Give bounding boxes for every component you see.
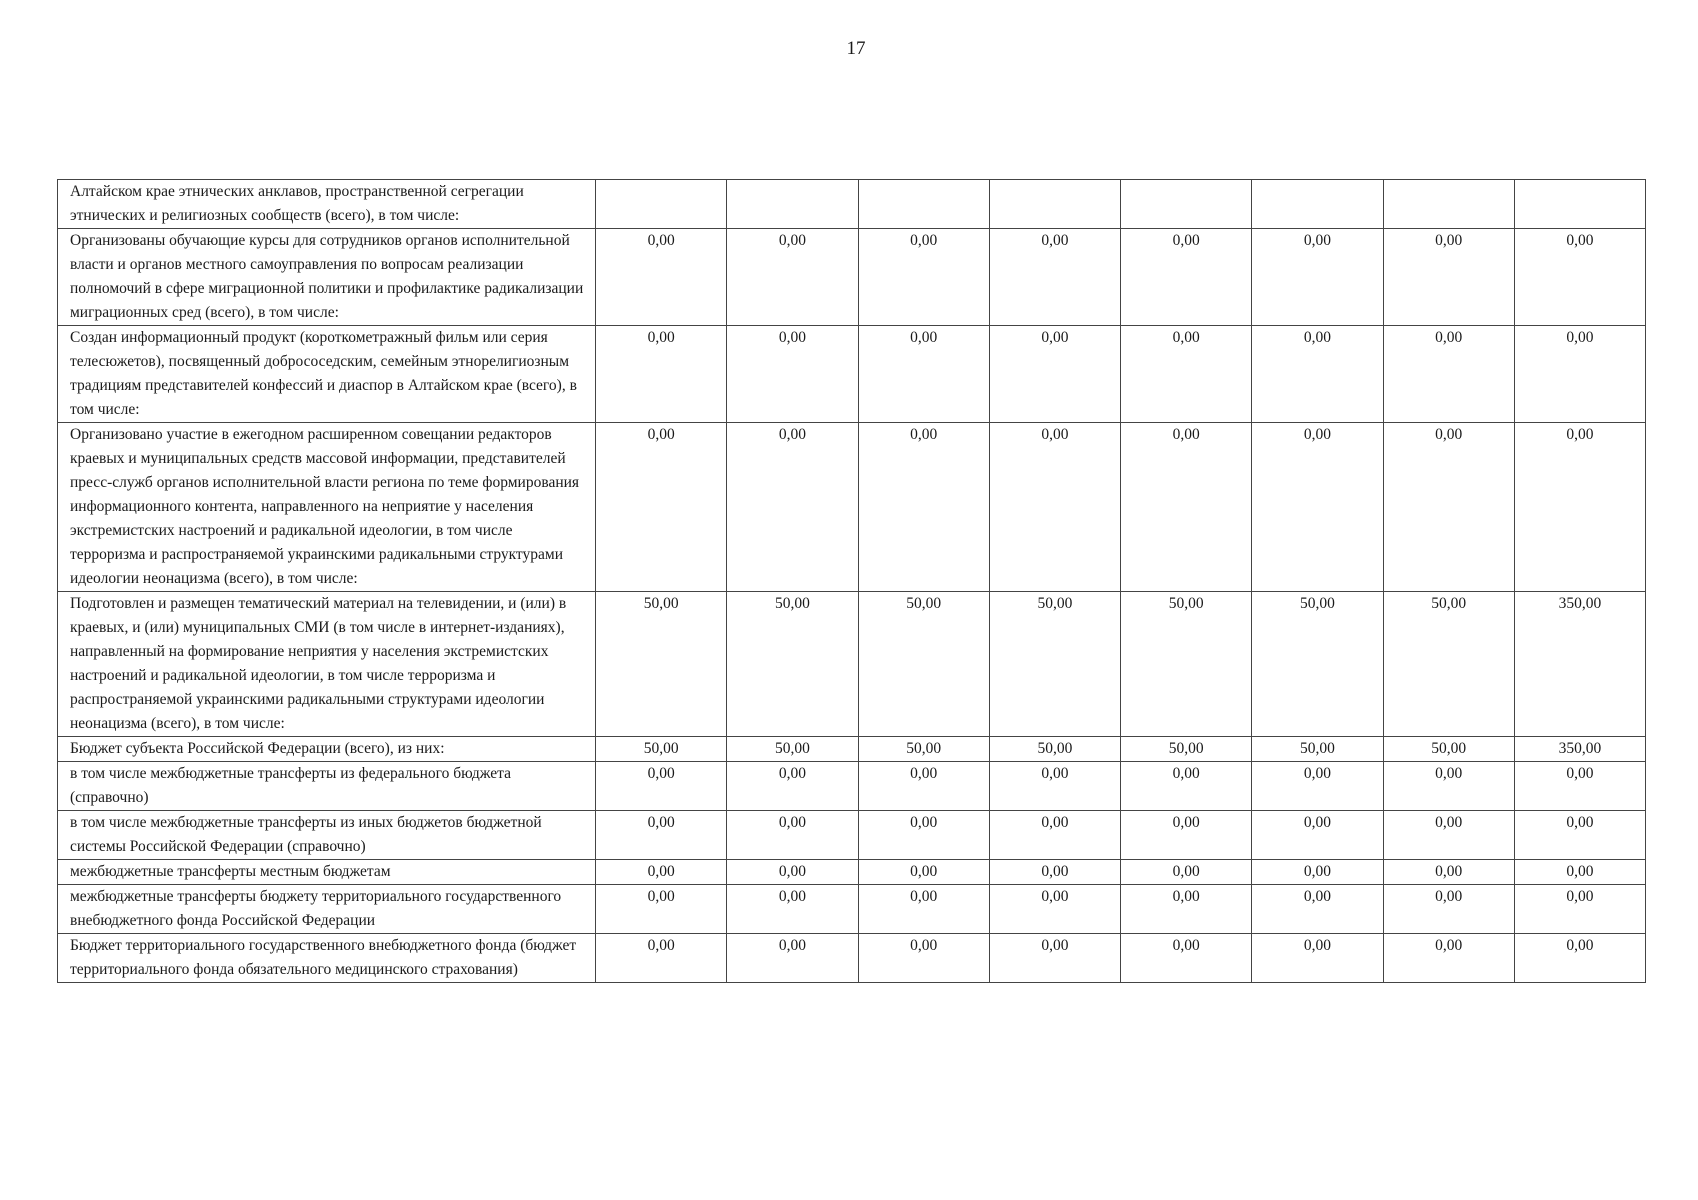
value-cell: [1383, 180, 1514, 229]
value-cell: 0,00: [727, 326, 858, 423]
total-cell: 0,00: [1514, 860, 1645, 885]
table-row: [58, 229, 1646, 326]
value-cell: 50,00: [989, 592, 1120, 737]
value-cell: 0,00: [596, 423, 727, 592]
value-cell: 0,00: [858, 326, 989, 423]
table-row: [58, 423, 1646, 592]
table-row: [58, 737, 1646, 762]
value-cell: 50,00: [1252, 737, 1383, 762]
row-label: Организованы обучающие курсы для сотрудников органов исполнительной власти и органов местного самоуправления по вопросам реализации полномочий в сфере миграционной политики и профилактике радикализации миграционных сред (всего), в том числе:: [58, 229, 596, 326]
value-cell: 50,00: [858, 737, 989, 762]
value-cell: 0,00: [596, 326, 727, 423]
total-cell: 0,00: [1514, 423, 1645, 592]
value-cell: [989, 180, 1120, 229]
value-cell: 0,00: [596, 762, 727, 811]
value-cell: [858, 180, 989, 229]
row-label: в том числе межбюджетные трансферты из иных бюджетов бюджетной системы Российской Федерации (справочно): [58, 811, 596, 860]
value-cell: 0,00: [1121, 860, 1252, 885]
value-cell: 0,00: [1121, 229, 1252, 326]
value-cell: 0,00: [858, 811, 989, 860]
value-cell: 0,00: [1121, 885, 1252, 934]
value-cell: 0,00: [858, 934, 989, 983]
value-cell: 0,00: [727, 229, 858, 326]
value-cell: 0,00: [727, 423, 858, 592]
value-cell: 50,00: [858, 592, 989, 737]
table-body: [58, 180, 1646, 983]
value-cell: 0,00: [596, 229, 727, 326]
value-cell: 0,00: [858, 762, 989, 811]
value-cell: 0,00: [727, 762, 858, 811]
value-cell: 50,00: [1383, 737, 1514, 762]
value-cell: 0,00: [1383, 423, 1514, 592]
total-cell: 0,00: [1514, 811, 1645, 860]
value-cell: 0,00: [989, 811, 1120, 860]
value-cell: 0,00: [989, 934, 1120, 983]
value-cell: 0,00: [1252, 326, 1383, 423]
value-cell: 0,00: [989, 229, 1120, 326]
total-cell: [1514, 180, 1645, 229]
table-row: [58, 811, 1646, 860]
value-cell: [1252, 180, 1383, 229]
value-cell: 50,00: [727, 737, 858, 762]
value-cell: 50,00: [1121, 592, 1252, 737]
value-cell: 50,00: [596, 737, 727, 762]
table-row: [58, 934, 1646, 983]
value-cell: 0,00: [1383, 811, 1514, 860]
value-cell: 50,00: [596, 592, 727, 737]
value-cell: 0,00: [858, 885, 989, 934]
value-cell: [1121, 180, 1252, 229]
value-cell: 0,00: [1383, 762, 1514, 811]
table-row: [58, 592, 1646, 737]
value-cell: 0,00: [1383, 326, 1514, 423]
value-cell: 0,00: [1252, 811, 1383, 860]
value-cell: 0,00: [858, 423, 989, 592]
value-cell: 0,00: [1121, 934, 1252, 983]
row-label: Подготовлен и размещен тематический материал на телевидении, и (или) в краевых, и (или) муниципальных СМИ (в том числе в интернет-изданиях), направленный на формирование неприятия у населения экстремистских настроений и радикальной идеологии, в том числе терроризма и распространяемой украинскими радикальными структурами идеологии неонацизма (всего), в том числе:: [58, 592, 596, 737]
table-row: [58, 180, 1646, 229]
value-cell: 0,00: [1121, 326, 1252, 423]
value-cell: 50,00: [727, 592, 858, 737]
value-cell: 0,00: [1383, 860, 1514, 885]
value-cell: 0,00: [727, 860, 858, 885]
value-cell: 50,00: [989, 737, 1120, 762]
value-cell: 0,00: [1252, 762, 1383, 811]
table-row: [58, 326, 1646, 423]
value-cell: 0,00: [989, 885, 1120, 934]
value-cell: 0,00: [989, 762, 1120, 811]
row-label: Бюджет территориального государственного внебюджетного фонда (бюджет территориального фонда обязательного медицинского страхования): [58, 934, 596, 983]
value-cell: 0,00: [1121, 423, 1252, 592]
value-cell: 0,00: [1121, 762, 1252, 811]
value-cell: 0,00: [989, 423, 1120, 592]
total-cell: 0,00: [1514, 326, 1645, 423]
budget-table: [57, 179, 1646, 983]
value-cell: 50,00: [1252, 592, 1383, 737]
row-label: Алтайском крае этнических анклавов, пространственной сегрегации этнических и религиозных сообществ (всего), в том числе:: [58, 180, 596, 229]
value-cell: 0,00: [1252, 423, 1383, 592]
value-cell: [596, 180, 727, 229]
value-cell: 0,00: [858, 229, 989, 326]
total-cell: 0,00: [1514, 885, 1645, 934]
value-cell: 0,00: [727, 885, 858, 934]
total-cell: 350,00: [1514, 592, 1645, 737]
total-cell: 0,00: [1514, 229, 1645, 326]
row-label: межбюджетные трансферты местным бюджетам: [58, 860, 596, 885]
value-cell: 50,00: [1121, 737, 1252, 762]
value-cell: 0,00: [1383, 229, 1514, 326]
value-cell: [727, 180, 858, 229]
total-cell: 350,00: [1514, 737, 1645, 762]
value-cell: 0,00: [1252, 885, 1383, 934]
total-cell: 0,00: [1514, 762, 1645, 811]
table-row: [58, 762, 1646, 811]
value-cell: 0,00: [1121, 811, 1252, 860]
value-cell: 0,00: [727, 934, 858, 983]
value-cell: 0,00: [596, 811, 727, 860]
page-number: 17: [846, 38, 866, 59]
value-cell: 0,00: [596, 860, 727, 885]
value-cell: 0,00: [989, 326, 1120, 423]
table-row: [58, 860, 1646, 885]
total-cell: 0,00: [1514, 934, 1645, 983]
row-label: межбюджетные трансферты бюджету территориального государственного внебюджетного фонда Российской Федерации: [58, 885, 596, 934]
value-cell: 0,00: [1252, 229, 1383, 326]
value-cell: 0,00: [1252, 860, 1383, 885]
value-cell: 50,00: [1383, 592, 1514, 737]
value-cell: 0,00: [596, 885, 727, 934]
value-cell: 0,00: [989, 860, 1120, 885]
table-row: [58, 885, 1646, 934]
value-cell: 0,00: [596, 934, 727, 983]
value-cell: 0,00: [1252, 934, 1383, 983]
row-label: Создан информационный продукт (короткометражный фильм или серия телесюжетов), посвященный добрососедским, семейным этнорелигиозным традициям представителей конфессий и диаспор в Алтайском крае (всего), в том числе:: [58, 326, 596, 423]
value-cell: 0,00: [1383, 934, 1514, 983]
row-label: Бюджет субъекта Российской Федерации (всего), из них:: [58, 737, 596, 762]
value-cell: 0,00: [727, 811, 858, 860]
value-cell: 0,00: [858, 860, 989, 885]
row-label: в том числе межбюджетные трансферты из федерального бюджета (справочно): [58, 762, 596, 811]
row-label: Организовано участие в ежегодном расширенном совещании редакторов краевых и муниципальных средств массовой информации, представителей пресс-служб органов исполнительной власти региона по теме формирования информационного контента, направленного на неприятие у населения экстремистских настроений и радикальной идеологии, в том числе терроризма и распространяемой украинскими радикальными структурами идеологии неонацизма (всего), в том числе:: [58, 423, 596, 592]
value-cell: 0,00: [1383, 885, 1514, 934]
